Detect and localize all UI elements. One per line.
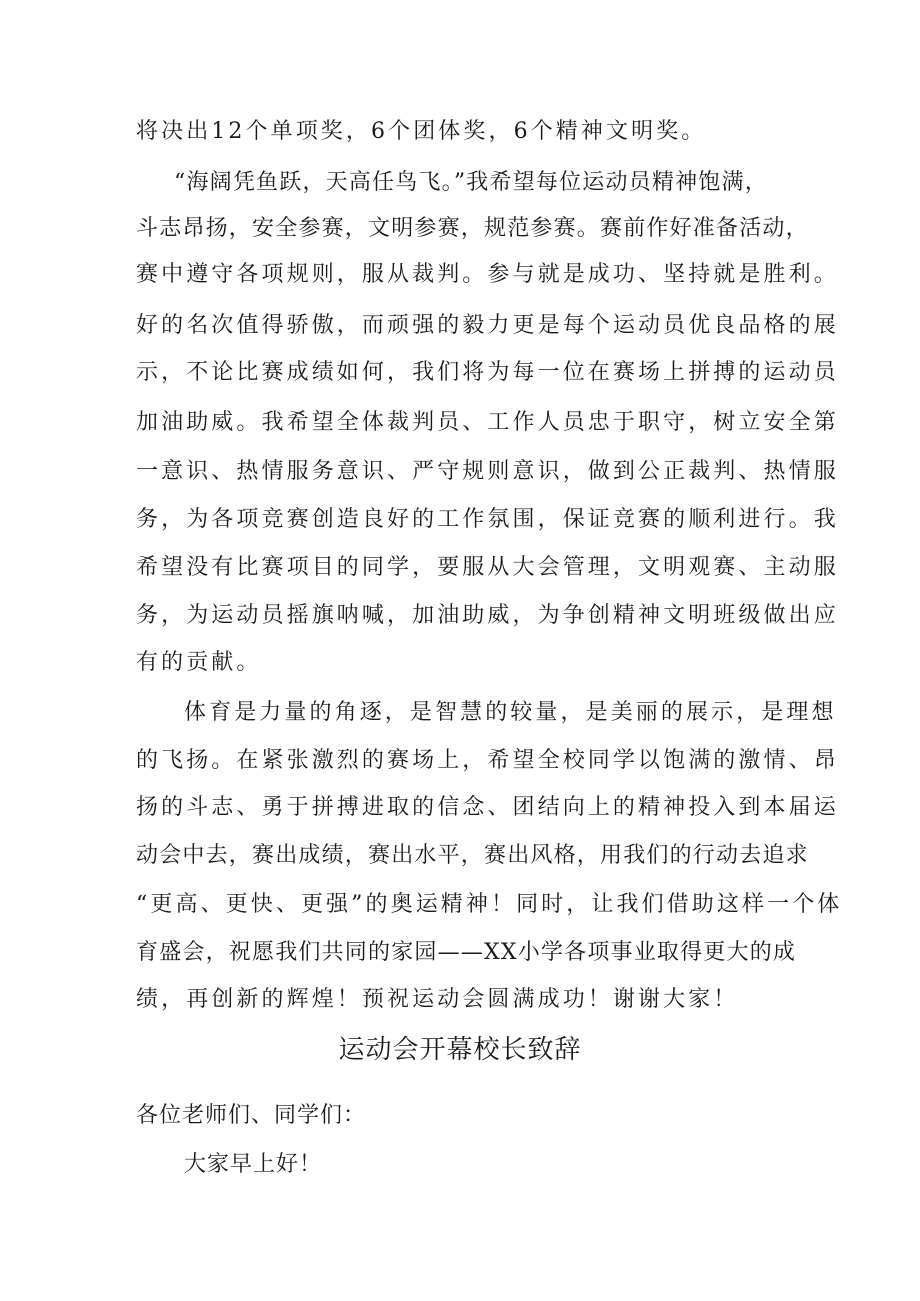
text-line: 斗志昂扬，安全参赛，文明参赛，规范参赛。赛前作好准备活动， [136, 216, 809, 241]
text-line: 务，为各项竞赛创造良好的工作氛围，保证竞赛的顺利进行。我 [136, 507, 839, 532]
text-line: “更高、更快、更强”的奥运精神！同时，让我们借助这样一个体 [136, 892, 843, 917]
text-line: 希望没有比赛项目的同学，要服从大会管理，文明观赛、主动服 [136, 555, 839, 580]
text-line: 务，为运动员摇旗呐喊，加油助威，为争创精神文明班级做出应 [136, 603, 839, 628]
text-line: 有的贡献。 [136, 650, 262, 675]
salutation: 各位老师们、同学们： [136, 1103, 367, 1128]
text-line: 动会中去，赛出成绩，赛出水平，赛出风格，用我们的行动去追求 [136, 843, 809, 868]
text-line: 的飞扬。在紧张激烈的赛场上，希望全校同学以饱满的激情、昂 [136, 748, 839, 773]
text-line: “海阔凭鱼跃，天高任鸟飞。”我希望每位运动员精神饱满， [174, 170, 768, 195]
text-line: 一意识、热情服务意识、严守规则意识，做到公正裁判、热情服 [136, 459, 839, 484]
section-title: 运动会开幕校长致辞 [338, 1035, 582, 1065]
text-line: 扬的斗志、勇于拼搏进取的信念、团结向上的精神投入到本届运 [136, 795, 839, 820]
text-line: 体育是力量的角逐，是智慧的较量，是美丽的展示，是理想 [184, 700, 837, 725]
text-line: 示，不论比赛成绩如何，我们将为每一位在赛场上拼搏的运动员 [136, 360, 839, 385]
text-line: 赛中遵守各项规则，服从裁判。参与就是成功、坚持就是胜利。 [136, 262, 839, 287]
text-line: 将决出12个单项奖，6个团体奖，6个精神文明奖。 [136, 119, 707, 144]
greeting: 大家早上好！ [184, 1152, 323, 1177]
text-line: 加油助威。我希望全体裁判员、工作人员忠于职守，树立安全第 [136, 410, 839, 435]
text-line: 育盛会，祝愿我们共同的家园——XX小学各项事业取得更大的成 [136, 940, 797, 965]
text-line: 绩，再创新的辉煌！预祝运动会圆满成功！谢谢大家！ [136, 987, 739, 1012]
text-line: 好的名次值得骄傲，而顽强的毅力更是每个运动员优良品格的展 [136, 313, 839, 338]
